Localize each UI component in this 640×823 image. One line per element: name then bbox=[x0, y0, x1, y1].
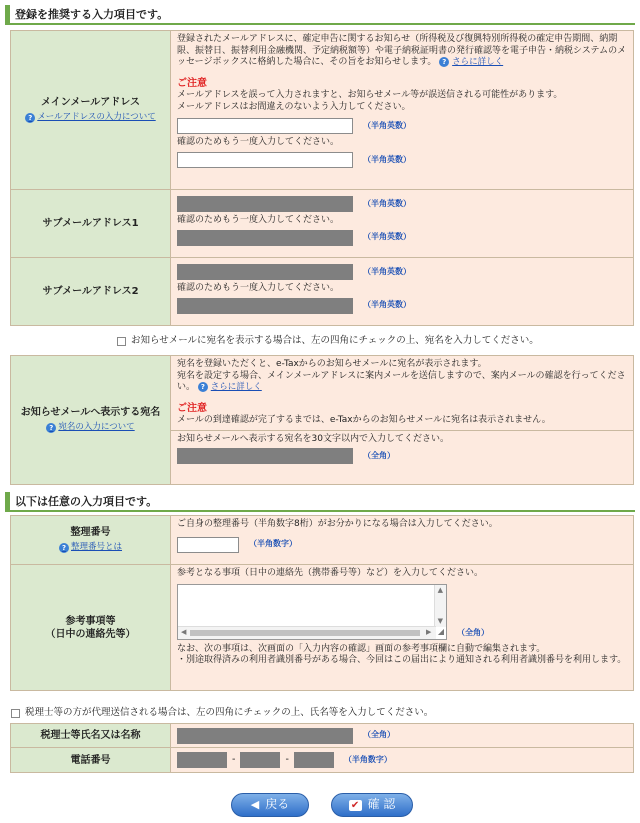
sub-email-2-value-cell bbox=[171, 258, 633, 325]
sub-email-2-row bbox=[10, 257, 634, 326]
notes-label-line2: （日中の連絡先等） bbox=[45, 628, 136, 640]
ref-number-description: ご自身の整理番号（半角数字8桁）がお分かりになる場合は入力してください。 bbox=[177, 519, 498, 529]
sub-email-1-hint: （半角英数） bbox=[363, 198, 411, 208]
recommended-section-title: 登録を推奨する入力項目です。 bbox=[5, 5, 635, 25]
notes-value-cell bbox=[171, 565, 633, 690]
scroll-thumb[interactable] bbox=[190, 630, 420, 636]
question-icon: ? bbox=[59, 543, 69, 553]
addressee-label-cell bbox=[11, 356, 171, 484]
question-icon: ? bbox=[198, 382, 208, 392]
scroll-left-icon[interactable]: ◀ bbox=[181, 627, 187, 636]
addressee-more-link[interactable] bbox=[198, 382, 262, 392]
ref-number-label: 整理番号 bbox=[70, 527, 111, 539]
main-email-caution-title: ご注意 bbox=[177, 78, 207, 90]
main-email-row bbox=[10, 30, 634, 190]
back-arrow-icon: ◀ bbox=[250, 797, 260, 811]
ref-number-value-cell bbox=[171, 516, 633, 564]
main-email-confirm-input[interactable] bbox=[177, 152, 353, 168]
main-email-help-link[interactable] bbox=[25, 112, 155, 123]
notes-row bbox=[10, 564, 634, 691]
sub-email-1-input-line bbox=[177, 193, 627, 215]
resize-grip-icon[interactable]: ◢ bbox=[437, 627, 444, 637]
notes-description: 参考となる事項（日中の連絡先（携帯番号等）など）を入力してください。 bbox=[177, 568, 484, 578]
confirm-button[interactable] bbox=[331, 793, 413, 817]
sub-email-1-value-cell bbox=[171, 190, 633, 257]
tax-accountant-name-input[interactable] bbox=[177, 728, 353, 744]
main-email-help-text: メールアドレスの入力について bbox=[37, 112, 156, 123]
back-button-label: 戻る bbox=[265, 797, 290, 812]
sub-email-1-input[interactable] bbox=[177, 196, 353, 212]
addressee-label: お知らせメールへ表示する宛名 bbox=[20, 407, 161, 419]
addressee-input-line bbox=[177, 445, 627, 467]
sub-email-2-confirm-input[interactable] bbox=[177, 298, 353, 314]
sub-email-2-confirm-line bbox=[177, 295, 627, 317]
sub-email-2-confirm-hint: （半角英数） bbox=[363, 300, 411, 310]
addressee-caution-title: ご注意 bbox=[177, 403, 207, 415]
phone-separator-1: - bbox=[232, 753, 236, 765]
tax-accountant-name-value-cell bbox=[171, 724, 633, 747]
phone-hint: （半角数字） bbox=[343, 754, 392, 764]
sub-email-1-confirm-text: 確認のためもう一度入力してください。 bbox=[177, 215, 340, 225]
addressee-hint: （全角） bbox=[363, 451, 395, 461]
sub-email-2-label-cell bbox=[11, 258, 171, 325]
phone-row bbox=[10, 747, 634, 773]
sub-email-2-input[interactable] bbox=[177, 264, 353, 280]
tax-accountant-checkbox[interactable] bbox=[11, 709, 20, 718]
phone-label: 電話番号 bbox=[70, 754, 111, 766]
question-icon: ? bbox=[439, 57, 449, 67]
phone-part2-input[interactable] bbox=[240, 752, 280, 768]
sub-email-2-confirm-text: 確認のためもう一度入力してください。 bbox=[177, 283, 340, 293]
notes-horizontal-scrollbar[interactable] bbox=[178, 626, 436, 639]
main-email-more-link[interactable] bbox=[439, 57, 503, 67]
tax-accountant-checkbox-label: 税理士等の方が代理送信される場合は、左の四角にチェックの上、氏名等を入力してください。 bbox=[25, 707, 434, 718]
main-email-input[interactable] bbox=[177, 118, 353, 134]
main-email-confirm-line bbox=[177, 149, 627, 171]
notes-label-line1: 参考事項等 bbox=[65, 615, 116, 627]
phone-separator-2: - bbox=[285, 753, 289, 765]
notes-auto-text: なお、次の事項は、次画面の「入力内容の確認」画面の参考事項欄に自動で編集されます。 ・別途取得済みの利用者識別番号がある場合、今回はこの届出により通知される利用者識別番号を利用します。 bbox=[177, 643, 627, 666]
sub-email-2-label: サブメールアドレス2 bbox=[42, 286, 139, 297]
addressee-input-instruction: お知らせメールへ表示する宛名を30文字以内で入力してください。 bbox=[177, 433, 450, 444]
optional-section-title: 以下は任意の入力項目です。 bbox=[5, 492, 635, 512]
tax-accountant-checkbox-row bbox=[11, 707, 433, 719]
addressee-checkbox[interactable] bbox=[117, 337, 126, 346]
back-button[interactable] bbox=[231, 793, 309, 817]
sub-email-2-hint: （半角英数） bbox=[363, 266, 411, 276]
question-icon: ? bbox=[25, 113, 35, 123]
scroll-down-icon[interactable]: ▼ bbox=[437, 616, 443, 625]
addressee-help-text: 宛名の入力について bbox=[58, 422, 135, 433]
checkmark-icon: ✔ bbox=[349, 800, 362, 811]
sub-email-1-confirm-input[interactable] bbox=[177, 230, 353, 246]
ref-number-input[interactable] bbox=[177, 537, 239, 553]
addressee-description: 宛名を登録いただくと、e-Taxからのお知らせメールに宛名が表示されます。 宛名を設定する場合、メインメールアドレスに案内メールを送信しますので、案内メールの確認を行ってください。 bbox=[177, 359, 626, 393]
tax-accountant-name-label: 税理士等氏名又は名称 bbox=[40, 730, 141, 741]
addressee-value-cell bbox=[171, 356, 633, 484]
notes-hint: （全角） bbox=[457, 628, 489, 638]
phone-part1-input[interactable] bbox=[177, 752, 227, 768]
notes-textarea-line bbox=[177, 584, 627, 640]
ref-number-row bbox=[10, 515, 634, 565]
tax-accountant-name-row bbox=[10, 723, 634, 748]
main-email-value-cell bbox=[171, 31, 633, 189]
ref-number-help-link[interactable] bbox=[59, 542, 122, 553]
phone-value-cell bbox=[171, 748, 633, 772]
tax-accountant-name-label-cell bbox=[11, 724, 171, 747]
confirm-button-label: 確 認 bbox=[367, 797, 396, 812]
ref-number-label-cell bbox=[11, 516, 171, 564]
addressee-help-link[interactable] bbox=[46, 422, 134, 433]
addressee-description-block bbox=[177, 359, 627, 394]
addressee-caution-text: メールの到達確認が完了するまでは、e-Taxからのお知らせメールに宛名は表示されません。 bbox=[177, 415, 551, 426]
ref-number-hint: （半角数字） bbox=[249, 539, 297, 549]
main-email-more-text: さらに詳しく bbox=[452, 57, 504, 68]
scroll-up-icon[interactable]: ▲ bbox=[437, 585, 443, 594]
sub-email-1-label: サブメールアドレス1 bbox=[42, 218, 139, 229]
main-email-description-block bbox=[177, 34, 627, 69]
ref-number-help-text: 整理番号とは bbox=[70, 542, 122, 553]
sub-email-1-confirm-line bbox=[177, 227, 627, 249]
main-email-caution-text: メールアドレスを誤って入力されますと、お知らせメール等が誤送信される可能性があります。 メールアドレスはお間違えのないよう入力してください。 bbox=[177, 90, 563, 112]
question-icon: ? bbox=[46, 423, 56, 433]
addressee-more-text: さらに詳しく bbox=[210, 382, 262, 393]
main-email-confirm-hint: （半角英数） bbox=[363, 154, 411, 164]
sub-email-1-label-cell bbox=[11, 190, 171, 257]
main-email-input-line bbox=[177, 115, 627, 137]
addressee-checkbox-label: お知らせメールに宛名を表示する場合は、左の四角にチェックの上、宛名を入力してください。 bbox=[131, 335, 539, 346]
tax-accountant-name-hint: （全角） bbox=[363, 730, 395, 740]
main-email-label: メインメールアドレス bbox=[41, 97, 140, 109]
notes-label-cell bbox=[11, 565, 171, 690]
sub-email-2-input-line bbox=[177, 261, 627, 283]
sub-email-1-confirm-hint: （半角英数） bbox=[363, 232, 411, 242]
ref-number-input-line bbox=[177, 534, 627, 556]
notes-textarea[interactable] bbox=[177, 584, 447, 640]
scroll-right-icon[interactable]: ▶ bbox=[426, 627, 432, 636]
phone-part3-input[interactable] bbox=[294, 752, 334, 768]
addressee-input-block bbox=[171, 430, 633, 468]
addressee-row bbox=[10, 355, 634, 485]
addressee-input[interactable] bbox=[177, 448, 353, 464]
main-email-confirm-text: 確認のためもう一度入力してください。 bbox=[177, 137, 340, 148]
main-email-description: 登録されたメールアドレスに、確定申告に関するお知らせ（所得税及び復興特別所得税の確定申告期間、納期限、振替日、振替利用金融機関、予定納税額等）や電子納税証明書の発行確認等を電子申告・納税システムのメッセージボックスに格納した場合に、その旨をお知らせします。 bbox=[177, 34, 627, 68]
main-email-label-cell bbox=[11, 31, 171, 189]
main-email-hint: （半角英数） bbox=[363, 121, 411, 131]
addressee-checkbox-row bbox=[117, 335, 539, 347]
phone-label-cell bbox=[11, 748, 171, 772]
sub-email-1-row bbox=[10, 189, 634, 258]
